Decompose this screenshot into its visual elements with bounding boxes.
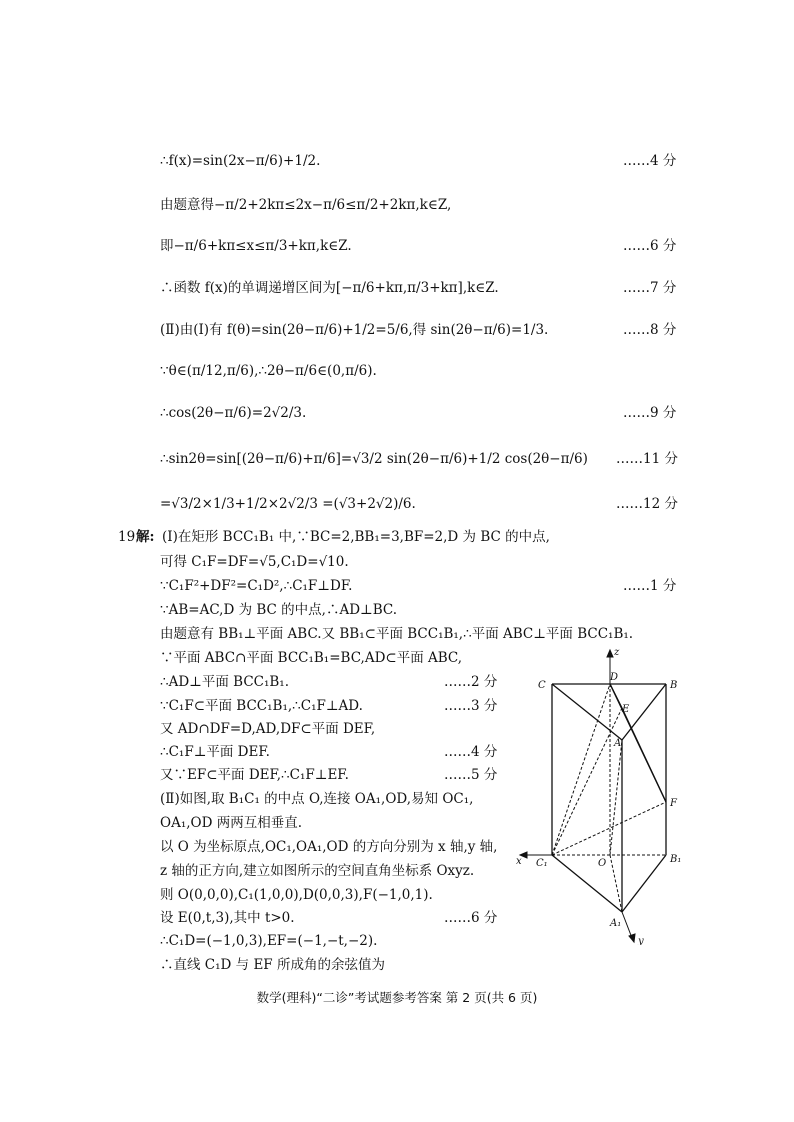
solution-line: 由题意得−π/2+2kπ≤2x−π/6≤π/2+2kπ,k∈Z,	[160, 197, 452, 213]
label-C: C	[538, 680, 546, 691]
coordinate-axes	[520, 650, 635, 942]
label-B1: B₁	[670, 854, 682, 865]
answer-label: 解:	[136, 529, 155, 545]
problem-number: 19.	[118, 529, 140, 545]
score-mark: ……6 分	[444, 910, 498, 926]
solution-line: 即−π/6+kπ≤x≤π/3+kπ,k∈Z.	[160, 238, 352, 254]
solution-line: 可得 C₁F=DF=√5,C₁D=√10.	[160, 554, 349, 570]
score-mark: ……7 分	[623, 280, 677, 296]
solution-line: =√3/2×1/3+1/2×2√2/3 =(√3+2√2)/6.	[160, 496, 416, 512]
page-footer: 数学(理科)“二诊”考试题参考答案 第 2 页(共 6 页)	[256, 990, 538, 1005]
solution-line: ∴sin2θ=sin[(2θ−π/6)+π/6]=√3/2 sin(2θ−π/6)+1/2 cos(2θ−π/6)	[160, 451, 588, 467]
solution-line: ∵平面 ABC∩平面 BCC₁B₁=BC,AD⊂平面 ABC,	[160, 650, 463, 666]
solution-line: 设 E(0,t,3),其中 t>0.	[160, 910, 295, 926]
score-mark: ……11 分	[616, 451, 678, 467]
label-B: B	[670, 680, 678, 691]
label-z: z	[614, 647, 620, 658]
label-A: A	[614, 738, 622, 749]
solution-line: 又 AD∩DF=D,AD,DF⊂平面 DEF,	[160, 721, 376, 737]
score-mark: ……1 分	[623, 578, 677, 594]
label-F: F	[670, 798, 677, 809]
solution-line: ∴C₁D=(−1,0,3),EF=(−1,−t,−2).	[160, 933, 378, 949]
score-mark: ……6 分	[623, 238, 677, 254]
label-E: E	[622, 704, 630, 715]
solution-line: ∴AD⊥平面 BCC₁B₁.	[160, 674, 290, 690]
solution-line: 则 O(0,0,0),C₁(1,0,0),D(0,0,3),F(−1,0,1).	[160, 887, 433, 903]
score-mark: ……9 分	[623, 405, 677, 421]
label-C1: C₁	[536, 858, 548, 869]
solution-line: 由题意有 BB₁⊥平面 ABC.又 BB₁⊂平面 BCC₁B₁,∴平面 ABC⊥平面 BCC₁B₁.	[160, 626, 634, 642]
solution-line: ∴cos(2θ−π/6)=2√2/3.	[160, 405, 307, 421]
prism-figure	[510, 640, 690, 945]
label-D: D	[610, 672, 619, 683]
solution-line: 又∵EF⊂平面 DEF,∴C₁F⊥EF.	[160, 767, 349, 783]
label-A1: A₁	[610, 918, 622, 929]
solution-line: ∵θ∈(π/12,π/6),∴2θ−π/6∈(0,π/6).	[160, 363, 377, 379]
score-mark: ……12 分	[616, 496, 678, 512]
solution-line: z 轴的正方向,建立如图所示的空间直角坐标系 Oxyz.	[160, 863, 475, 879]
solution-line: ∴直线 C₁D 与 EF 所成角的余弦值为	[160, 957, 385, 973]
label-O: O	[598, 858, 607, 869]
score-mark: ……2 分	[444, 674, 498, 690]
solution-line: ∴f(x)=sin(2x−π/6)+1/2.	[160, 153, 321, 169]
solution-line: ∴函数 f(x)的单调递增区间为[−π/6+kπ,π/3+kπ],k∈Z.	[160, 280, 499, 296]
score-mark: ……8 分	[623, 322, 677, 338]
solid-edges	[552, 684, 666, 912]
solution-line: ∵AB=AC,D 为 BC 的中点,∴AD⊥BC.	[160, 602, 398, 618]
score-mark: ……4 分	[623, 153, 677, 169]
solution-line: ∵C₁F²+DF²=C₁D²,∴C₁F⊥DF.	[160, 578, 353, 594]
score-mark: ……5 分	[444, 767, 498, 783]
solution-line: ∵C₁F⊂平面 BCC₁B₁,∴C₁F⊥AD.	[160, 698, 363, 714]
solution-line: (Ⅱ)如图,取 B₁C₁ 的中点 O,连接 OA₁,OD,易知 OC₁,	[160, 791, 474, 807]
solution-line: (Ⅱ)由(Ⅰ)有 f(θ)=sin(2θ−π/6)+1/2=5/6,得 sin(2θ−π/6)=1/3.	[160, 322, 549, 338]
score-mark: ……4 分	[444, 744, 498, 760]
solution-line: ∴C₁F⊥平面 DEF.	[160, 744, 270, 760]
solution-line: OA₁,OD 两两互相垂直.	[160, 815, 302, 831]
score-mark: ……3 分	[444, 698, 498, 714]
label-x: x	[516, 856, 522, 867]
solution-line: 以 O 为坐标原点,OC₁,OA₁,OD 的方向分别为 x 轴,y 轴,	[160, 839, 498, 855]
label-y: y	[638, 936, 644, 945]
solution-line: (Ⅰ)在矩形 BCC₁B₁ 中,∵BC=2,BB₁=3,BF=2,D 为 BC 的中点,	[162, 529, 550, 545]
